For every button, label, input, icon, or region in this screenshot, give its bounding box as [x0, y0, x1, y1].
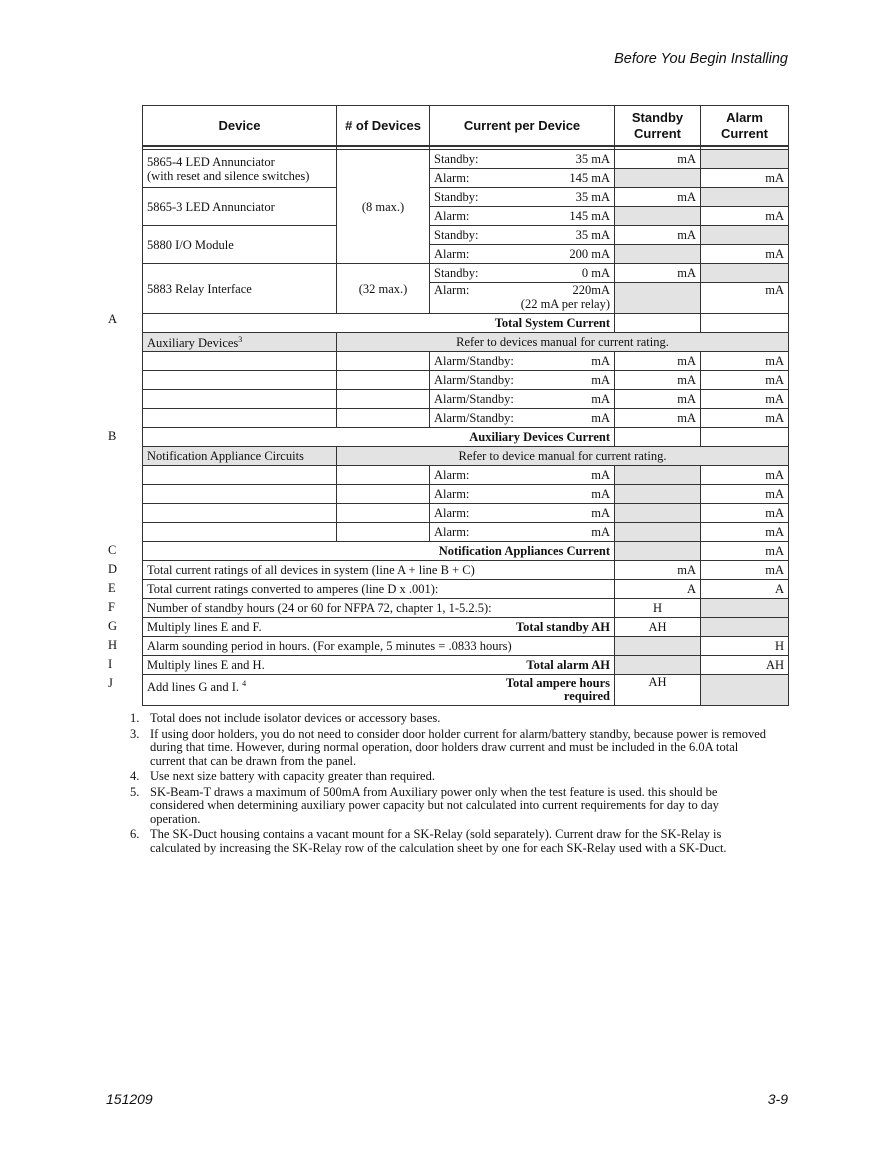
line-letter: F — [108, 600, 115, 614]
nac-refer-note: Refer to device manual for current rating. — [337, 447, 789, 466]
standby-cell — [615, 428, 701, 447]
table-row — [143, 561, 789, 580]
table-row — [143, 466, 789, 485]
current-per-device: Standby: 35 mA — [430, 188, 615, 207]
current-per-device: Alarm/Standby: mA — [430, 371, 615, 390]
device-name: 5883 Relay Interface — [143, 264, 337, 314]
current-per-device: Standby: 35 mA — [430, 150, 615, 169]
notification-appliances-current: Notification Appliances Current — [143, 542, 615, 561]
line-h-text: Alarm sounding period in hours. (For example, 5 minutes = .0833 hours) — [143, 637, 615, 656]
line-letter: H — [108, 638, 118, 652]
alarm-cell: mA — [701, 409, 789, 428]
table-row — [143, 580, 789, 599]
alarm-cell: mA — [701, 371, 789, 390]
standby-cell: mA — [615, 352, 701, 371]
table-row — [143, 264, 789, 283]
standby-cell: mA — [615, 390, 701, 409]
alarm-cell: mA — [701, 542, 789, 561]
current-per-device: Standby: 35 mA — [430, 226, 615, 245]
list-item: 5. SK-Beam-T draws a maximum of 500mA from Auxiliary power only when the test feature is used. this should be considered when determining auxiliary power capacity but not calculated into current requirements for day to day operation. — [130, 784, 719, 826]
alarm-cell: mA — [701, 504, 789, 523]
current-per-device: Alarm: mA — [430, 466, 615, 485]
current-per-device: Alarm: mA — [430, 523, 615, 542]
alarm-cell — [701, 314, 789, 333]
shaded-cell — [701, 226, 789, 245]
shaded-cell — [615, 283, 701, 314]
table-row — [143, 409, 789, 428]
table-row — [143, 485, 789, 504]
shaded-cell — [615, 504, 701, 523]
table-row — [143, 599, 789, 618]
footnotes — [130, 712, 770, 857]
aux-refer-note: Refer to devices manual for current rating. — [337, 333, 789, 352]
table-row — [143, 333, 789, 352]
standby-cell: mA — [615, 264, 701, 283]
current-per-device: Alarm/Standby: mA — [430, 352, 615, 371]
device-count: (32 max.) — [337, 264, 430, 314]
col-device: Device — [143, 106, 337, 147]
table-header-row — [143, 106, 789, 147]
alarm-cell: H — [701, 637, 789, 656]
list-item: 3. If using door holders, you do not need to consider door holder current for alarm/battery standby, because power is removed during that time. However, during normal operation, door holders draw current and must be included in the 6.0A total current that can be drawn from the panel. — [130, 726, 767, 768]
shaded-cell — [615, 485, 701, 504]
current-per-device: Standby: 0 mA — [430, 264, 615, 283]
table-row — [143, 675, 789, 706]
shaded-cell — [615, 245, 701, 264]
table-row — [143, 637, 789, 656]
alarm-cell: mA — [701, 352, 789, 371]
table-row — [143, 504, 789, 523]
line-e-text: Total current ratings converted to amperes (line D x .001): — [143, 580, 615, 599]
col-num-devices: # of Devices — [337, 106, 430, 147]
table-row — [143, 428, 789, 447]
shaded-cell — [615, 466, 701, 485]
device-name: 5880 I/O Module — [143, 226, 337, 264]
standby-cell: A — [615, 580, 701, 599]
shaded-cell — [701, 618, 789, 637]
standby-cell: mA — [615, 371, 701, 390]
standby-cell: mA — [615, 409, 701, 428]
table-row — [143, 447, 789, 466]
line-letter: G — [108, 619, 118, 633]
table-row — [143, 352, 789, 371]
list-item: 1. Total does not include isolator devices or accessory bases. — [130, 711, 441, 725]
shaded-cell — [615, 542, 701, 561]
shaded-cell — [701, 150, 789, 169]
col-standby-current: Standby Current — [615, 106, 701, 147]
shaded-cell — [615, 637, 701, 656]
table-row — [143, 188, 789, 207]
current-per-device: Alarm: 200 mA — [430, 245, 615, 264]
alarm-cell: AH — [701, 656, 789, 675]
line-letter: E — [108, 581, 116, 595]
standby-cell: AH — [615, 618, 701, 637]
list-item: 4. Use next size battery with capacity greater than required. — [130, 769, 435, 783]
nac-label: Notification Appliance Circuits — [143, 447, 337, 466]
alarm-cell: mA — [701, 485, 789, 504]
current-per-device: Alarm: 145 mA — [430, 169, 615, 188]
standby-cell: mA — [615, 561, 701, 580]
alarm-cell: mA — [701, 390, 789, 409]
alarm-cell: mA — [701, 169, 789, 188]
current-per-device: Alarm/Standby: mA — [430, 409, 615, 428]
table-row — [143, 618, 789, 637]
line-i-text: Multiply lines E and H. Total alarm AH — [143, 656, 615, 675]
line-letter: I — [108, 657, 113, 671]
shaded-cell — [615, 656, 701, 675]
table-row — [143, 314, 789, 333]
shaded-cell — [615, 207, 701, 226]
table-row — [143, 656, 789, 675]
line-letter: C — [108, 543, 117, 557]
alarm-cell: mA — [701, 561, 789, 580]
shaded-cell — [701, 264, 789, 283]
col-alarm-current: Alarm Current — [701, 106, 789, 147]
shaded-cell — [701, 599, 789, 618]
current-per-device: Alarm: mA — [430, 485, 615, 504]
shaded-cell — [701, 188, 789, 207]
shaded-cell — [701, 675, 789, 706]
list-item: 6. The SK-Duct housing contains a vacant mount for a SK-Relay (sold separately). Current draw for the SK-Relay is calculated by increasing the SK-Relay row of the calculation sheet by one for each SK-Relay used with a SK-Duct. — [130, 827, 727, 855]
table-row — [143, 390, 789, 409]
line-j-text: Add lines G and I. $^4$ Total ampere hours required — [143, 675, 615, 706]
standby-cell: AH — [615, 675, 701, 706]
table-row — [143, 523, 789, 542]
table-row — [143, 542, 789, 561]
line-letter: J — [108, 676, 113, 690]
alarm-cell: A — [701, 580, 789, 599]
footer-doc-number: 151209 — [106, 1091, 153, 1107]
device-count: (8 max.) — [337, 150, 430, 264]
line-f-text: Number of standby hours (24 or 60 for NFPA 72, chapter 1, 1-5.2.5): — [143, 599, 615, 618]
standby-cell: mA — [615, 188, 701, 207]
current-per-device: Alarm: mA — [430, 504, 615, 523]
alarm-cell — [701, 428, 789, 447]
line-g-text: Multiply lines E and F. Total standby AH — [143, 618, 615, 637]
current-per-device: Alarm: 220mA (22 mA per relay) — [430, 283, 615, 314]
col-current-per-device: Current per Device — [430, 106, 615, 147]
line-d-text: Total current ratings of all devices in system (line A + line B + C) — [143, 561, 615, 580]
standby-cell: mA — [615, 150, 701, 169]
table-row — [143, 371, 789, 390]
battery-calculation-table — [142, 105, 789, 706]
standby-cell: mA — [615, 226, 701, 245]
aux-devices-label: Auxiliary Devices$^3$ — [143, 333, 337, 352]
current-per-device: Alarm: 145 mA — [430, 207, 615, 226]
line-letter: D — [108, 562, 118, 576]
current-per-device: Alarm/Standby: mA — [430, 390, 615, 409]
page-header-title: Before You Begin Installing — [614, 51, 788, 67]
device-name: 5865-3 LED Annunciator — [143, 188, 337, 226]
alarm-cell: mA — [701, 466, 789, 485]
aux-devices-current: Auxiliary Devices Current — [143, 428, 615, 447]
footer-page-number: 3-9 — [767, 1091, 788, 1107]
shaded-cell — [615, 169, 701, 188]
line-letter: B — [108, 429, 117, 443]
device-name: 5865-4 LED Annunciator (with reset and silence switches) — [143, 150, 337, 188]
alarm-cell: mA — [701, 283, 789, 314]
standby-cell — [615, 314, 701, 333]
alarm-cell: mA — [701, 207, 789, 226]
standby-cell: H — [615, 599, 701, 618]
line-letter: A — [108, 312, 118, 326]
table-row — [143, 226, 789, 245]
alarm-cell: mA — [701, 245, 789, 264]
alarm-cell: mA — [701, 523, 789, 542]
total-system-current: Total System Current — [143, 314, 615, 333]
table-row — [143, 150, 789, 169]
shaded-cell — [615, 523, 701, 542]
